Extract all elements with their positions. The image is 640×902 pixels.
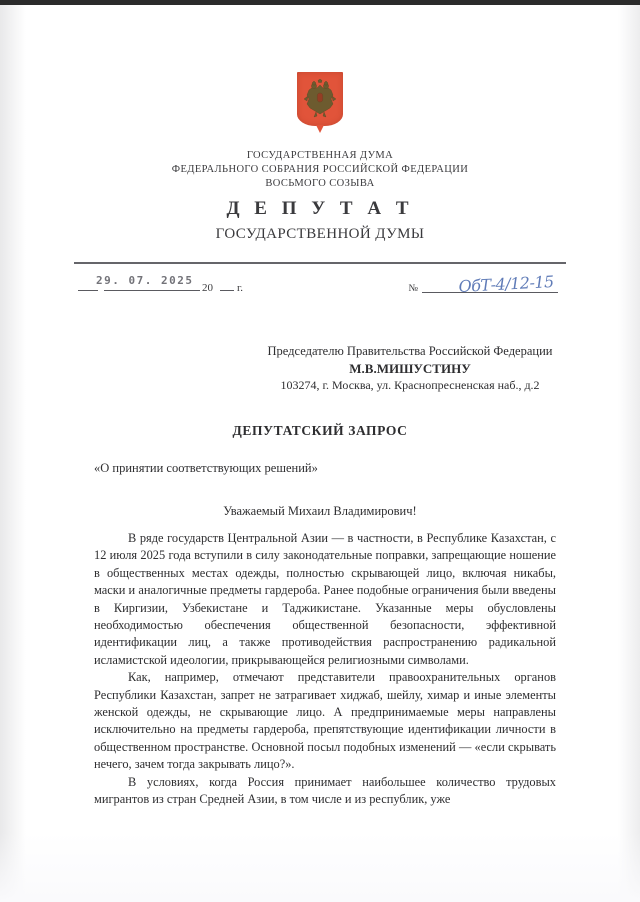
body-paragraph: В ряде государств Центральной Азии — в частности, в Республике Казахстан, с 12 июля 2025 года вступили в силу законодательные поправки, запрещающие ношение в общественных местах одежды, полностью скрывающей лицо, включая никабы, маски и аналогичные предметы гардероба. Ранее подобные ограничения были введены в Киргизии, Узбекистане и Таджикистане. Указанные меры обусловлены необходимостью обеспечения общественной безопасности, эффективной идентификации лиц, а также противодействия распространению радикальной исламистской идеологии, прикрывающейся религиозными символами. [94, 531, 556, 667]
date-blank-year [220, 280, 234, 291]
year-prefix-label: 20 [202, 282, 213, 294]
addressee-address: 103274, г. Москва, ул. Краснопресненская наб., д.2 [280, 378, 540, 392]
scan-fade-bottom [0, 832, 640, 902]
greeting: Уважаемый Михаил Владимирович! [223, 504, 417, 518]
document-subject: «О принятии соответствующих решений» [94, 461, 318, 475]
letterhead-title-state-duma: ГОСУДАРСТВЕННОЙ ДУМЫ [215, 226, 425, 242]
letterhead-title-deputat: Д Е П У Т А Т [226, 198, 414, 219]
date-blank-day [78, 280, 98, 291]
letterhead-line-1: ГОСУДАРСТВЕННАЯ ДУМА [246, 150, 394, 161]
date-stamp: 29. 07. 2025 [96, 274, 194, 287]
letterhead-line-3: ВОСЬМОГО СОЗЫВА [265, 178, 375, 189]
double-headed-eagle-icon [303, 79, 337, 119]
document-body [94, 530, 556, 809]
top-letterbox-bar [0, 0, 640, 5]
number-label: № [408, 283, 418, 294]
russian-coat-of-arms-icon [297, 72, 343, 134]
addressee-position: Председателю Правительства Российской Федерации [267, 344, 553, 358]
body-paragraph: Как, например, отмечают представители правоохранительных органов Республики Казахстан, запрет не затрагивает хиджаб, шейлу, химар и иные элементы женской одежды, не скрывающие лицо. А предпринимаемые меры направлены исключительно на предметы гардероба, препятствующие идентификации личности в общественном пространстве. Основной посыл подобных изменений — «если скрывать нечего, зачем тогда закрывать лицо?». [94, 670, 556, 772]
scan-shadow-left [0, 5, 26, 902]
letterhead-line-2: ФЕДЕРАЛЬНОГО СОБРАНИЯ РОССИЙСКОЙ ФЕДЕРАЦИИ [171, 164, 469, 175]
addressee-name: М.В.МИШУСТИНУ [349, 361, 471, 376]
outgoing-number-handwritten: ОбТ-4/12-15 [457, 272, 554, 296]
letterhead-divider [74, 262, 566, 264]
year-suffix-label: г. [237, 282, 244, 294]
addressee-block [250, 343, 570, 394]
body-paragraph: В условиях, когда Россия принимает наибольшее количество трудовых мигрантов из стран Средней Азии, в том числе и из республик, уже [94, 774, 556, 807]
dateline [74, 270, 566, 296]
emblem-container [0, 72, 640, 134]
scan-shadow-right [618, 5, 640, 902]
document-title: ДЕПУТАТСКИЙ ЗАПРОС [232, 423, 408, 438]
